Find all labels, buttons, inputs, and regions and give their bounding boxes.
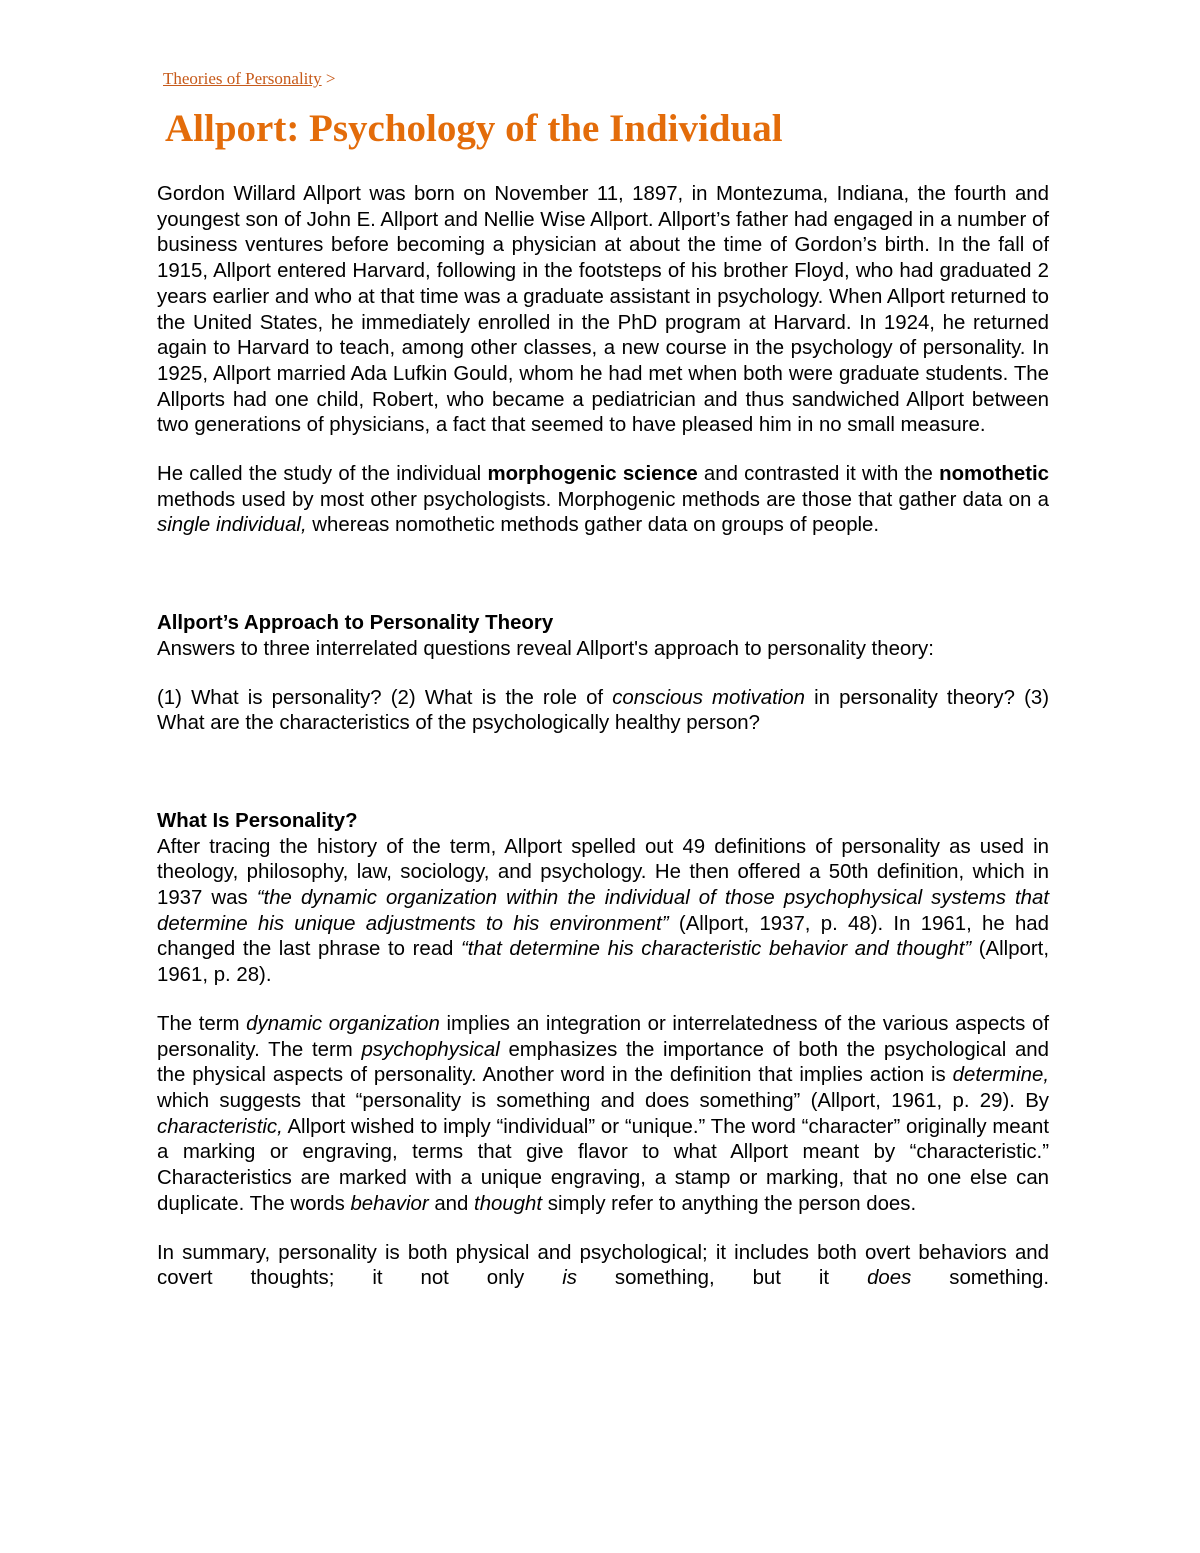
italic-term-determine: determine, [952, 1064, 1049, 1087]
section-spacer [157, 760, 1049, 809]
italic-term-conscious-motivation: conscious motivation [612, 686, 805, 709]
personality-paragraph-summary [157, 1241, 1049, 1292]
italic-quote-1961-phrase: “that determine his characteristic behavior and thought” [460, 938, 972, 961]
intro-paragraph-biography: Gordon Willard Allport was born on November 11, 1897, in Montezuma, Indiana, the fourth and youngest son of John E. Allport and Nellie Wise Allport. Allport’s father had engaged in a number of business ventures before becoming a physician at about the time of Gordon’s birth. In the fall of 1915, Allport entered Harvard, following in the footsteps of his brother Floyd, who had graduated 2 years earlier and who at that time was a graduate assistant in psychology. When Allport returned to the United States, he immediately enrolled in the PhD program at Harvard. In 1924, he returned again to Harvard to teach, among other classes, a new course in the psychology of personality. In 1925, Allport married Ada Lufkin Gould, whom he had met when both were graduate students. The Allports had one child, Robert, who became a pediatrician and thus sandwiched Allport between two generations of physicians, a fact that seemed to have pleased him in no small measure. [157, 183, 1049, 437]
text-span: simply refer to anything the person does. [542, 1192, 917, 1215]
bold-term-morphogenic-science: morphogenic science [487, 463, 698, 486]
text-span: in personality theory? (3) What are the characteristics of the psychologically healthy person? [157, 686, 1049, 735]
italic-term-behavior: behavior [350, 1192, 429, 1215]
italic-term-does: does [867, 1267, 912, 1290]
text-span: and [428, 1192, 475, 1215]
text-span: After tracing the history of the term, Allport spelled out 49 definitions of personality as used in theology, philosophy, law, sociology, and psychology. He then offered a 50th definition, which in 1937 was [157, 835, 1049, 910]
text-span: Allport wished to imply “individual” or “unique.” The word “character” originally meant a marking or engraving, terms that give flavor to what Allport meant by “characteristic.” Characteristics are marked with a unique engraving, a stamp or marking, that no one else can duplicate. The words [157, 1115, 1049, 1215]
italic-term-dynamic-organization: dynamic organization [246, 1012, 440, 1035]
breadcrumb-link-theories-of-personality[interactable]: Theories of Personality [163, 69, 322, 88]
text-span: whereas nomothetic methods gather data on groups of people. [306, 514, 880, 537]
personality-paragraph-definitions [157, 835, 1049, 989]
text-span: The term [157, 1012, 247, 1035]
intro-paragraph-morphogenic [157, 462, 1049, 539]
section-heading-approach: Allport’s Approach to Personality Theory [157, 612, 554, 635]
text-span: emphasizes the importance of both the psychological and the physical aspects of personality. Another word in the definition that implies action is [157, 1038, 1049, 1087]
italic-term-is: is [562, 1267, 577, 1290]
text-span: (Allport, 1961, p. 28). [157, 938, 1050, 987]
text-span: something, but it [576, 1267, 868, 1290]
italic-term-characteristic: characteristic, [157, 1115, 283, 1138]
bold-term-nomothetic: nomothetic [939, 463, 1049, 486]
italic-term-single-individual: single individual, [157, 514, 307, 537]
approach-paragraph-intro: Answers to three interrelated questions reveal Allport's approach to personality theory: [157, 637, 934, 660]
approach-paragraph-questions [157, 686, 1049, 737]
document-page [157, 66, 1049, 1315]
italic-term-thought: thought [474, 1192, 543, 1215]
text-span: something. [911, 1267, 1049, 1290]
text-span: implies an integration or interrelatedness of the various aspects of personality. The term [157, 1012, 1050, 1061]
section-spacer [157, 562, 1049, 611]
personality-paragraph-terms [157, 1012, 1049, 1218]
text-span: which suggests that “personality is something and does something” (Allport, 1961, p. 29). By [157, 1089, 1049, 1112]
text-span: In summary, personality is both physical and psychological; it includes both overt behaviors and covert thoughts; it not only [157, 1241, 1049, 1290]
text-span: and contrasted it with the [697, 463, 940, 486]
text-span: methods used by most other psychologists. Morphogenic methods are those that gather data on a [157, 488, 1049, 511]
breadcrumb-separator: > [325, 69, 336, 88]
text-span: He called the study of the individual [157, 463, 488, 486]
section-heading-what-is-personality: What Is Personality? [157, 809, 358, 832]
italic-term-psychophysical: psychophysical [361, 1038, 500, 1061]
text-span: (Allport, 1937, p. 48). In 1961, he had changed the last phrase to read [157, 912, 1049, 961]
page-title: Allport: Psychology of the Individual [165, 107, 783, 150]
breadcrumb [163, 66, 1049, 92]
text-span: (1) What is personality? (2) What is the role of [157, 686, 613, 709]
italic-quote-1937-definition: “the dynamic organization within the individual of those psychophysical systems that determine his unique adjustments to his environment” [157, 887, 1050, 935]
